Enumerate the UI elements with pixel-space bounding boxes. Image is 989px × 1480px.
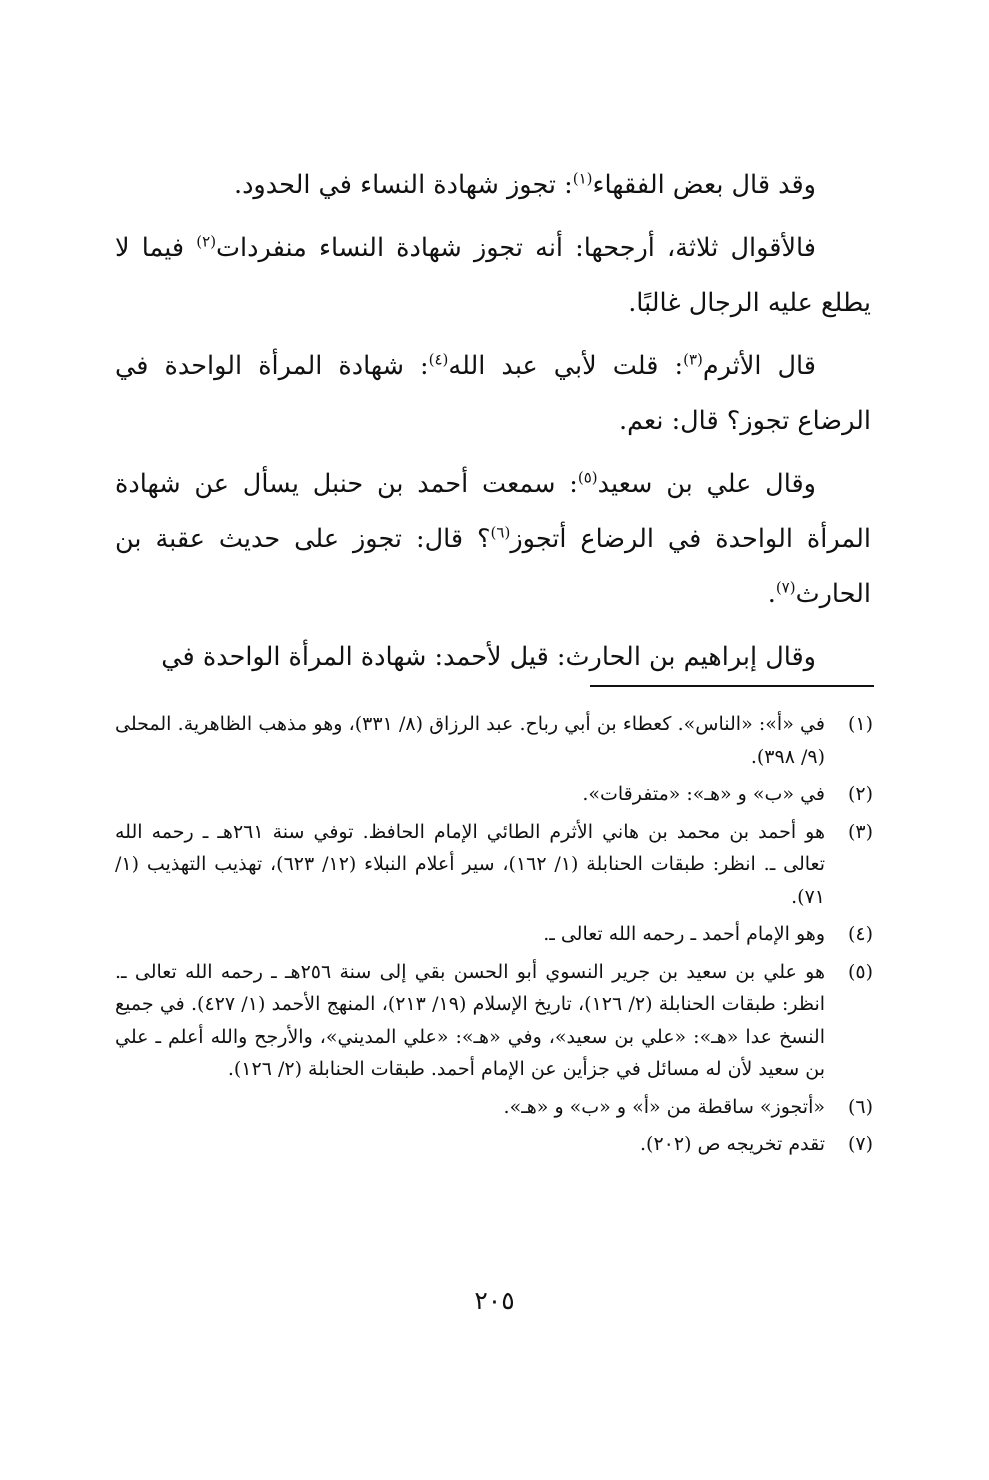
paragraph [115,158,871,213]
paragraph-text: : شهادة المرأة الواحدة في الرضاع تجوز؟ قال: نعم. [115,351,871,436]
footnote [115,1091,877,1124]
paragraph [115,457,871,622]
paragraph [115,339,871,449]
footnote-text: تقدم تخريجه ص (٢٠٢). [640,1133,825,1155]
footnote [115,816,877,914]
footnote-number: (٣) [847,820,873,843]
footnote-text: «أتجوز» ساقطة من «أ» و «ب» و «هـ». [503,1095,825,1118]
footnote-text: هو علي بن سعيد بن جرير النسوي أبو الحسن بقي إلى سنة ٢٥٦هـ ـ رحمه الله تعالى ـ. انظر: طبقات الحنابلة (٢/ ١٢٦)، تاريخ الإسلام (١٩/ ٢١٣)، المنهج الأحمد (١/ ٤٢٧). في جميع النسخ عدا «هـ»: «علي بن سعيد»، وفي «هـ»: «علي المديني»، والأرجح والله أعلم ـ علي بن سعيد لأن له مسائل في جزأين عن الإمام أحمد. طبقات الحنابلة (٢/ ١٢٦). [115,960,826,1080]
paragraph-text: وقال إبراهيم بن الحارث: قيل لأحمد: شهادة المرأة الواحدة في [161,642,816,672]
footnote-number: (٥) [847,960,873,983]
paragraph-text: فالأقوال ثلاثة، أرجحها: أنه تجوز شهادة النساء منفردات [216,233,816,263]
paragraph [115,630,871,685]
footnote [115,708,877,773]
footnote-marker: (٤) [428,350,449,369]
paragraph-text: وقد قال بعض الفقهاء [592,170,816,200]
footnote [115,1128,877,1161]
footnote-text: في «أ»: «الناس». كعطاء بن أبي رباح. عبد الرزاق (٨/ ٣٣١)، وهو مذهب الظاهرية. المحلى (٩/ ٣٩٨). [115,713,825,768]
footnote-marker: (٧) [775,578,796,597]
footnote-text: وهو الإمام أحمد ـ رحمه الله تعالى ـ. [543,923,825,945]
footnote-marker: (١) [572,169,593,188]
footnote-marker: (٦) [490,523,511,542]
paragraph [115,221,871,331]
footnote [115,956,877,1086]
footnote-separator [590,685,874,687]
footnote-number: (٤) [847,923,873,945]
footnote [115,918,877,951]
footnotes [115,708,877,1166]
footnote-text: هو أحمد بن محمد بن هاني الأثرم الطائي الإمام الحافظ. توفي سنة ٢٦١هـ ـ رحمه الله تعالى ـ. انظر: طبقات الحنابلة (١/ ١٦٢)، سير أعلام النبلاء (١٢/ ٦٢٣)، تهذيب التهذيب (١/ ٧١). [115,820,825,908]
footnote-number: (١) [847,713,873,735]
footnote-marker: (٣) [683,350,703,369]
paragraph-text: فيما لا يطلع عليه الرجال غالبًا. [115,233,871,318]
footnote-marker: (٢) [196,232,217,251]
paragraph-text: . [767,579,776,609]
footnote-number: (٦) [847,1095,873,1118]
footnote-number: (٢) [847,783,873,805]
paragraph-text: وقال علي بن سعيد [597,469,816,499]
paragraph-text: : سمعت أحمد بن حنبل يسأل عن شهادة المرأة الواحدة في الرضاع أتجوز [115,469,871,554]
paragraph-text: ؟ قال: تجوز على حديث عقبة بن الحارث [115,524,871,609]
main-text [115,158,871,693]
paragraph-text: قال الأثرم [702,351,816,381]
footnote-text: في «ب» و «هـ»: «متفرقات». [582,783,825,805]
footnote-marker: (٥) [577,468,598,487]
paragraph-text: : قلت لأبي عبد الله [448,351,684,381]
paragraph-text: : تجوز شهادة النساء في الحدود. [233,170,573,200]
page-number: ٢٠٥ [474,1286,515,1315]
footnote [115,778,877,811]
footnote-number: (٧) [847,1133,873,1155]
